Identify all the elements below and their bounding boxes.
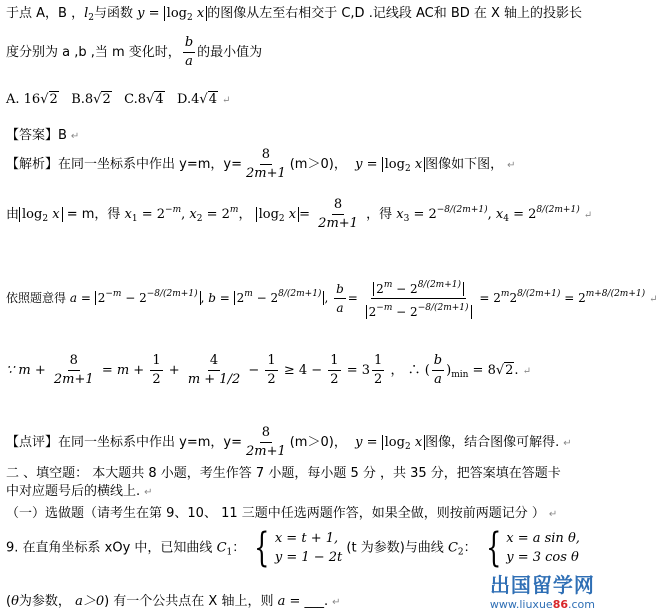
- text: 度分别为 a ,b ,当 m 变化时，: [6, 45, 181, 60]
- b-expr: [234, 291, 325, 305]
- denominator: 2: [330, 372, 339, 387]
- analysis-line: 【解析】在同一坐标系中作出 y=m，y= $\frac{8}{2m+1}$ (m＞0)， $y = \log_2 x$ 图像如下图， ↵: [6, 147, 516, 181]
- x3-exp: −8/(2m+1): [436, 205, 488, 215]
- answer-line: 【答案】B ↵: [6, 128, 80, 143]
- exp: m: [500, 289, 510, 299]
- row: y = 1 − 2t: [274, 550, 343, 565]
- text: ) 有一个公共点在 X 轴上，则: [104, 594, 274, 609]
- text: (t 为参数)与曲线: [346, 540, 444, 556]
- section-2-line-1: [6, 462, 561, 481]
- exp: −8/(2m+1): [417, 303, 469, 313]
- row: x = a sin θ,: [506, 531, 580, 546]
- denominator: 2: [267, 372, 276, 387]
- fraction: [52, 352, 96, 389]
- minus: − 2: [392, 305, 418, 319]
- exp: −m: [105, 289, 122, 299]
- numerator: 1: [372, 352, 384, 371]
- option-b: B.8: [71, 92, 94, 107]
- numerator: 1: [265, 352, 277, 371]
- ratio-line: 依照题意得 $a = 2^{-m} - 2^{-8/(2m+1)}$ , $b = 2^m - 2^{8/(2m+1)}$ , $\frac{b}{a}$ = $\frac{2^m - 2^{8/(2m+1)}}{2^{-m} - 2^{-8/(2m+1)}}$ = $2^m2^{8/(2m+1)} = 2^{m+8/(2m+1)}$ ↵: [6, 276, 658, 321]
- minus: − 2: [252, 291, 279, 305]
- fraction: [372, 352, 384, 389]
- equals: =: [144, 6, 164, 21]
- a-expr: [95, 291, 201, 305]
- fraction: [150, 352, 162, 389]
- x4-value: = 2: [508, 207, 537, 222]
- option-a: A. 16: [6, 92, 41, 107]
- answer: 【答案】B: [6, 128, 67, 143]
- text: 图像如下图，: [425, 157, 504, 172]
- text: 的图像从左至右相交于 C,D .记线段 AC和 BD 在 X 轴上的投影长: [207, 6, 583, 21]
- x4: x: [495, 207, 504, 222]
- denominator: a: [185, 54, 193, 69]
- theta: θ: [11, 594, 19, 609]
- result-1: = 2: [479, 291, 501, 305]
- numerator: b: [432, 352, 444, 371]
- text: 的最小值为: [197, 45, 263, 60]
- text: 【点评】在同一坐标系中作出 y=m，y=: [6, 435, 242, 450]
- row: y = 3 cos θ: [506, 550, 579, 565]
- text: ): [446, 363, 452, 378]
- numerator: 8: [68, 352, 80, 371]
- c1-system: { x = t + 1, y = 1 − 2t: [254, 525, 343, 571]
- b-over-a: [432, 352, 444, 389]
- answer-options: A. 16√2 B.8√2 C.8√4 D.4√4 ↵: [6, 92, 231, 107]
- min-subscript: min: [451, 370, 469, 380]
- text: 图像，结合图像可解得.: [425, 435, 560, 450]
- text: ≥ 4 −: [283, 363, 323, 378]
- abs-log-expr: $\log_2 x$: [256, 207, 300, 222]
- url-part: www.liuxue: [489, 598, 553, 611]
- abs-log-expr: $\log_2 x$: [19, 207, 63, 222]
- watermark-title: 出国留学网: [489, 573, 595, 597]
- abs-log-expr: [164, 6, 208, 21]
- plus: +: [168, 363, 180, 378]
- l2-symbol: l: [84, 6, 89, 21]
- row: x = t + 1,: [274, 531, 339, 546]
- minus: − 2: [392, 282, 418, 296]
- question-line-1: [6, 2, 582, 23]
- a-equals: a =: [277, 594, 305, 609]
- fraction: [328, 352, 340, 389]
- text: ：: [463, 540, 477, 556]
- text: 由: [6, 207, 20, 222]
- text: 二 、填空题： 本大题共 8 小题，考生作答 7 小题，每小题 5 分 ，共 35 分，把答案填在答题卡: [6, 466, 561, 481]
- fraction-b-over-a: [183, 34, 195, 71]
- option-c-root: 4: [155, 92, 164, 107]
- x1-value: = 2: [137, 207, 166, 222]
- fraction: [244, 424, 288, 461]
- question-9: 9. 在直角坐标系 xOy 中，已知曲线 $C_1$： { x = t + 1, y = 1 − 2t (t 为参数)与曲线 $C_2$： { x = a sin θ, y = 3 cos θ: [6, 525, 580, 571]
- subscript: 2: [457, 547, 464, 558]
- exp: 8/(2m+1): [517, 289, 561, 299]
- text: ， ∴ (: [390, 363, 430, 378]
- x2-exp: m: [229, 205, 239, 215]
- y-var: y: [137, 6, 145, 21]
- minus: −: [248, 363, 260, 378]
- fraction: [265, 352, 277, 389]
- numerator: b: [183, 34, 195, 53]
- denominator: 2: [152, 372, 161, 387]
- log: log: [166, 6, 187, 21]
- option-d-root: 4: [208, 92, 217, 107]
- text: = m，得: [66, 207, 121, 222]
- text: .: [514, 363, 519, 378]
- base: 2: [376, 282, 384, 296]
- denominator: 2m+1: [318, 216, 358, 231]
- watermark-url: [490, 598, 595, 611]
- option-a-root: 2: [49, 92, 58, 107]
- fraction: [244, 146, 288, 183]
- text: = m +: [101, 363, 145, 378]
- text: = 8: [468, 363, 496, 378]
- derivation-line: 由 $\log_2 x = m$，得 $x_1 = 2^{-m}$, $x_2 = 2^m$， $\log_2 x$ = $\frac{8}{2m+1}$ ，得 $x_3 = 2^{-8/(2m+1)}$, $x_4 = 2^{8/(2m+1)}$ ↵: [6, 197, 593, 231]
- numerator: 1: [328, 352, 340, 371]
- text: 为参数，: [18, 594, 71, 609]
- x2: x: [189, 207, 197, 222]
- text: .: [324, 594, 329, 609]
- abs-log-expr: $\log_2 x$: [382, 157, 426, 172]
- text: (m＞0)，: [289, 157, 347, 172]
- denominator: 2: [374, 372, 383, 387]
- b-over-a: $\frac{b}{a}$: [336, 282, 344, 315]
- exp: 8/(2m+1): [278, 289, 322, 299]
- c2-system: { x = a sin θ, y = 3 cos θ: [485, 525, 580, 571]
- url-part: .com: [568, 598, 595, 611]
- text: （一）选做题（请考生在第 9、10、 11 三题中任选两题作答，如果全做，则按前两题记分 ）: [6, 506, 545, 521]
- text: 【解析】在同一坐标系中作出 y=m，y=: [6, 157, 242, 172]
- inequality-line: ∵ m + $\frac{8}{2m+1}$ = m + $\frac{1}{2}$ + $\frac{4}{m + 1/2}$ − $\frac{1}{2}$ ≥ 4 − $\frac{1}{2}$ = 3 $\frac{1}{2}$ ， ∴ ( $\frac{b}{a}$ )$_{min} = 8√2$. ↵: [6, 353, 531, 387]
- text: 于点 A，B ，: [6, 6, 85, 21]
- option-d: D.4: [177, 92, 200, 107]
- text: 中对应题号后的横线上.: [6, 484, 141, 499]
- exp: m: [244, 289, 253, 299]
- curve-c1: C: [216, 540, 227, 556]
- abs-log-expr: $\log_2 x$: [382, 435, 426, 450]
- text: ，得: [366, 207, 393, 222]
- numerator: 8: [332, 196, 344, 215]
- x4-exp: 8/(2m+1): [536, 205, 580, 215]
- ratio-fraction: [364, 276, 474, 321]
- text: (: [6, 594, 12, 609]
- text: = 3: [346, 363, 371, 378]
- x1: x: [124, 207, 132, 222]
- exp: −8/(2m+1): [146, 289, 198, 299]
- b-label: b =: [208, 291, 234, 305]
- numerator: 1: [150, 352, 162, 371]
- denominator: m + 1/2: [187, 372, 241, 387]
- exp: −m: [376, 303, 393, 313]
- denominator: a: [434, 372, 442, 387]
- option-b-root: 2: [102, 92, 111, 107]
- x-var: x: [196, 6, 205, 21]
- numerator: 4: [208, 352, 220, 371]
- url-number: 86: [552, 598, 568, 611]
- numerator: 8: [260, 146, 272, 165]
- option-c: C.8: [124, 92, 147, 107]
- l2-subscript: 2: [88, 13, 94, 23]
- denominator: 2m+1: [245, 444, 286, 459]
- x1-exp: −m: [165, 205, 182, 215]
- answer-blank: ___: [304, 594, 325, 609]
- equals: =: [299, 207, 311, 222]
- question-line-2: [6, 34, 262, 71]
- x3-value: = 2: [409, 207, 437, 222]
- condition: a＞0: [75, 594, 105, 609]
- exp: 8/(2m+1): [417, 280, 461, 290]
- base: 2: [368, 305, 377, 319]
- numerator: 8: [260, 424, 272, 443]
- text: ∵ m +: [6, 363, 46, 378]
- watermark-logo: [490, 569, 595, 611]
- root: 2: [505, 363, 514, 378]
- text: (m＞0)，: [289, 435, 347, 450]
- text: 与函数: [93, 6, 133, 21]
- fraction: [186, 352, 242, 389]
- base: 2: [236, 291, 245, 305]
- log-base: 2: [186, 13, 193, 23]
- result-2: = 2: [564, 291, 586, 305]
- text: 9. 在直角坐标系 xOy 中，已知曲线: [6, 540, 213, 556]
- fraction: [316, 196, 360, 233]
- text: 依照题意得: [6, 291, 67, 305]
- exp: m: [383, 280, 393, 290]
- base: 2: [97, 291, 106, 305]
- optional-note: （一）选做题（请考生在第 9、10、 11 三题中任选两题作答，如果全做，则按前两题记分 ） ↵: [6, 506, 558, 521]
- question-9-cont: (θ为参数， a＞0) 有一个公共点在 X 轴上，则 a = ___. ↵: [6, 594, 341, 609]
- x2-value: = 2: [202, 207, 230, 222]
- curve-c2: C: [447, 540, 458, 556]
- section-2-line-2: 中对应题号后的横线上. ↵: [6, 484, 153, 499]
- exp: m+8/(2m+1): [585, 289, 646, 299]
- minus: − 2: [121, 291, 147, 305]
- x3: x: [396, 207, 404, 222]
- denominator: 2m+1: [53, 372, 94, 387]
- base: 2: [509, 291, 518, 305]
- denominator: 2m+1: [245, 166, 286, 181]
- a-label: a =: [69, 291, 95, 305]
- subscript: 1: [226, 547, 233, 558]
- comment-line: 【点评】在同一坐标系中作出 y=m，y= $\frac{8}{2m+1}$ (m＞0)， $y = \log_2 x$ 图像，结合图像可解得. ↵: [6, 425, 572, 459]
